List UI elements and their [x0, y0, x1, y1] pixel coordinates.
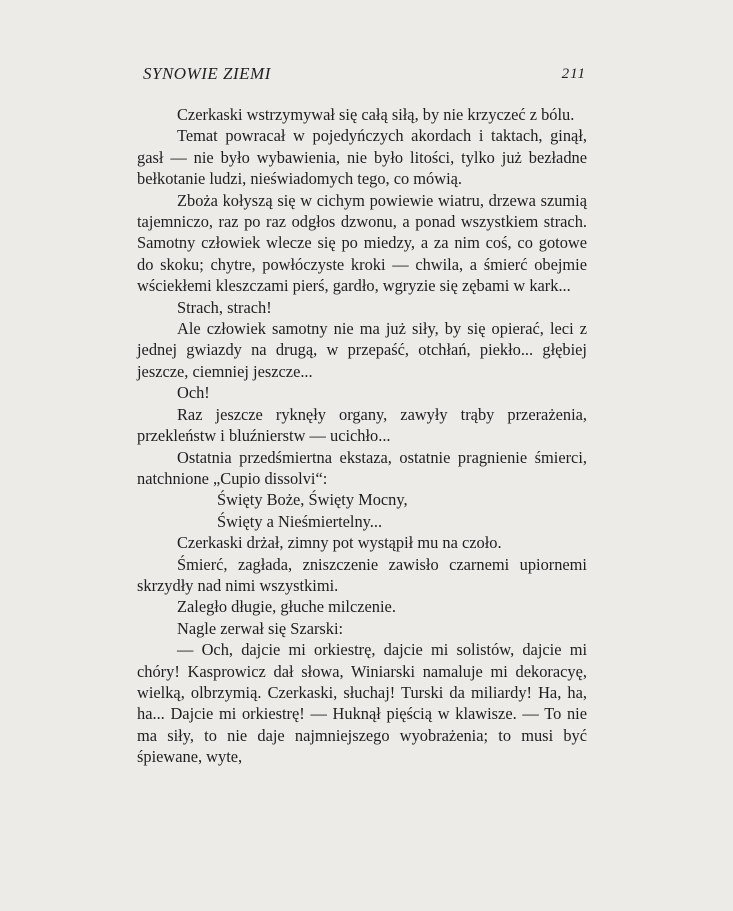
paragraph: Nagle zerwał się Szarski:: [177, 618, 344, 638]
paragraph: Zaległo długie, głuche milczenie.: [177, 597, 396, 617]
verse-line: Święty Boże, Święty Mocny,: [217, 490, 408, 510]
paragraph: Czerkaski wstrzymywał się całą siłą, by nie krzyczeć z bólu.: [177, 105, 575, 124]
paragraph: Zboża kołyszą się w cichym powiewie wiatru, drzewa szumią tajemniczo, raz po raz odgłos dzwonu, a ponad wszystkiem strach. Samotny człowiek wlecze się po miedzy, a za nim coś, co gotowe do skoku; chytre, powłóczyste kroki — chwila, a śmierć obejmie wściekłemi kleszczami pierś, gardło, wgryzie się zębami w kark...: [137, 190, 587, 296]
paragraph: Ale człowiek samotny nie ma już siły, by się opierać, leci z jednej gwiazdy na drugą, w przepaść, otchłań, piekło... głębiej jeszcze, ciemniej jeszcze...: [137, 319, 587, 381]
paragraph: Czerkaski drżał, zimny pot wystąpił mu na czoło.: [177, 533, 502, 553]
verse-line: Święty a Nieśmiertelny...: [217, 511, 383, 531]
paragraph: — Och, dajcie mi orkiestrę, dajcie mi solistów, dajcie mi chóry! Kasprowicz dał słowa, Winiarski namaluje mi dekoracyę, wielką, olbrzymią. Czerkaski, słuchaj! Turski da miliardy! Ha, ha, ha... Dajcie mi orkiestrę! — Huknął pięścią w klawisze. — To nie ma siły, to nie daje najmniejszego wyobrażenia; to musi być śpiewane, wyte,: [137, 640, 587, 767]
running-title: SYNOWIE ZIEMI: [143, 64, 271, 83]
page-header: [143, 64, 586, 88]
page-number: 211: [561, 66, 586, 82]
paragraph: Ostatnia przedśmiertna ekstaza, ostatnie pragnienie śmierci, natchnione „Cupio dissolvi“:: [137, 447, 587, 488]
paragraph: Temat powracał w pojedyńczych akordach i taktach, ginął, gasł — nie było wybawienia, nie było litości, tylko już bezładne bełkotanie ludzi, nieświadomych tego, co mówią.: [137, 126, 587, 189]
text-body: [137, 104, 587, 768]
paragraph: Och!: [177, 383, 210, 403]
paragraph: Raz jeszcze ryknęły organy, zawyły trąby przerażenia, przekleństw i bluźnierstw — ucichło...: [137, 404, 587, 446]
paragraph: Strach, strach!: [177, 297, 272, 317]
paragraph: Śmierć, zagłada, zniszczenie zawisło czarnemi upiornemi skrzydły nad nimi wszystkimi.: [137, 554, 587, 595]
